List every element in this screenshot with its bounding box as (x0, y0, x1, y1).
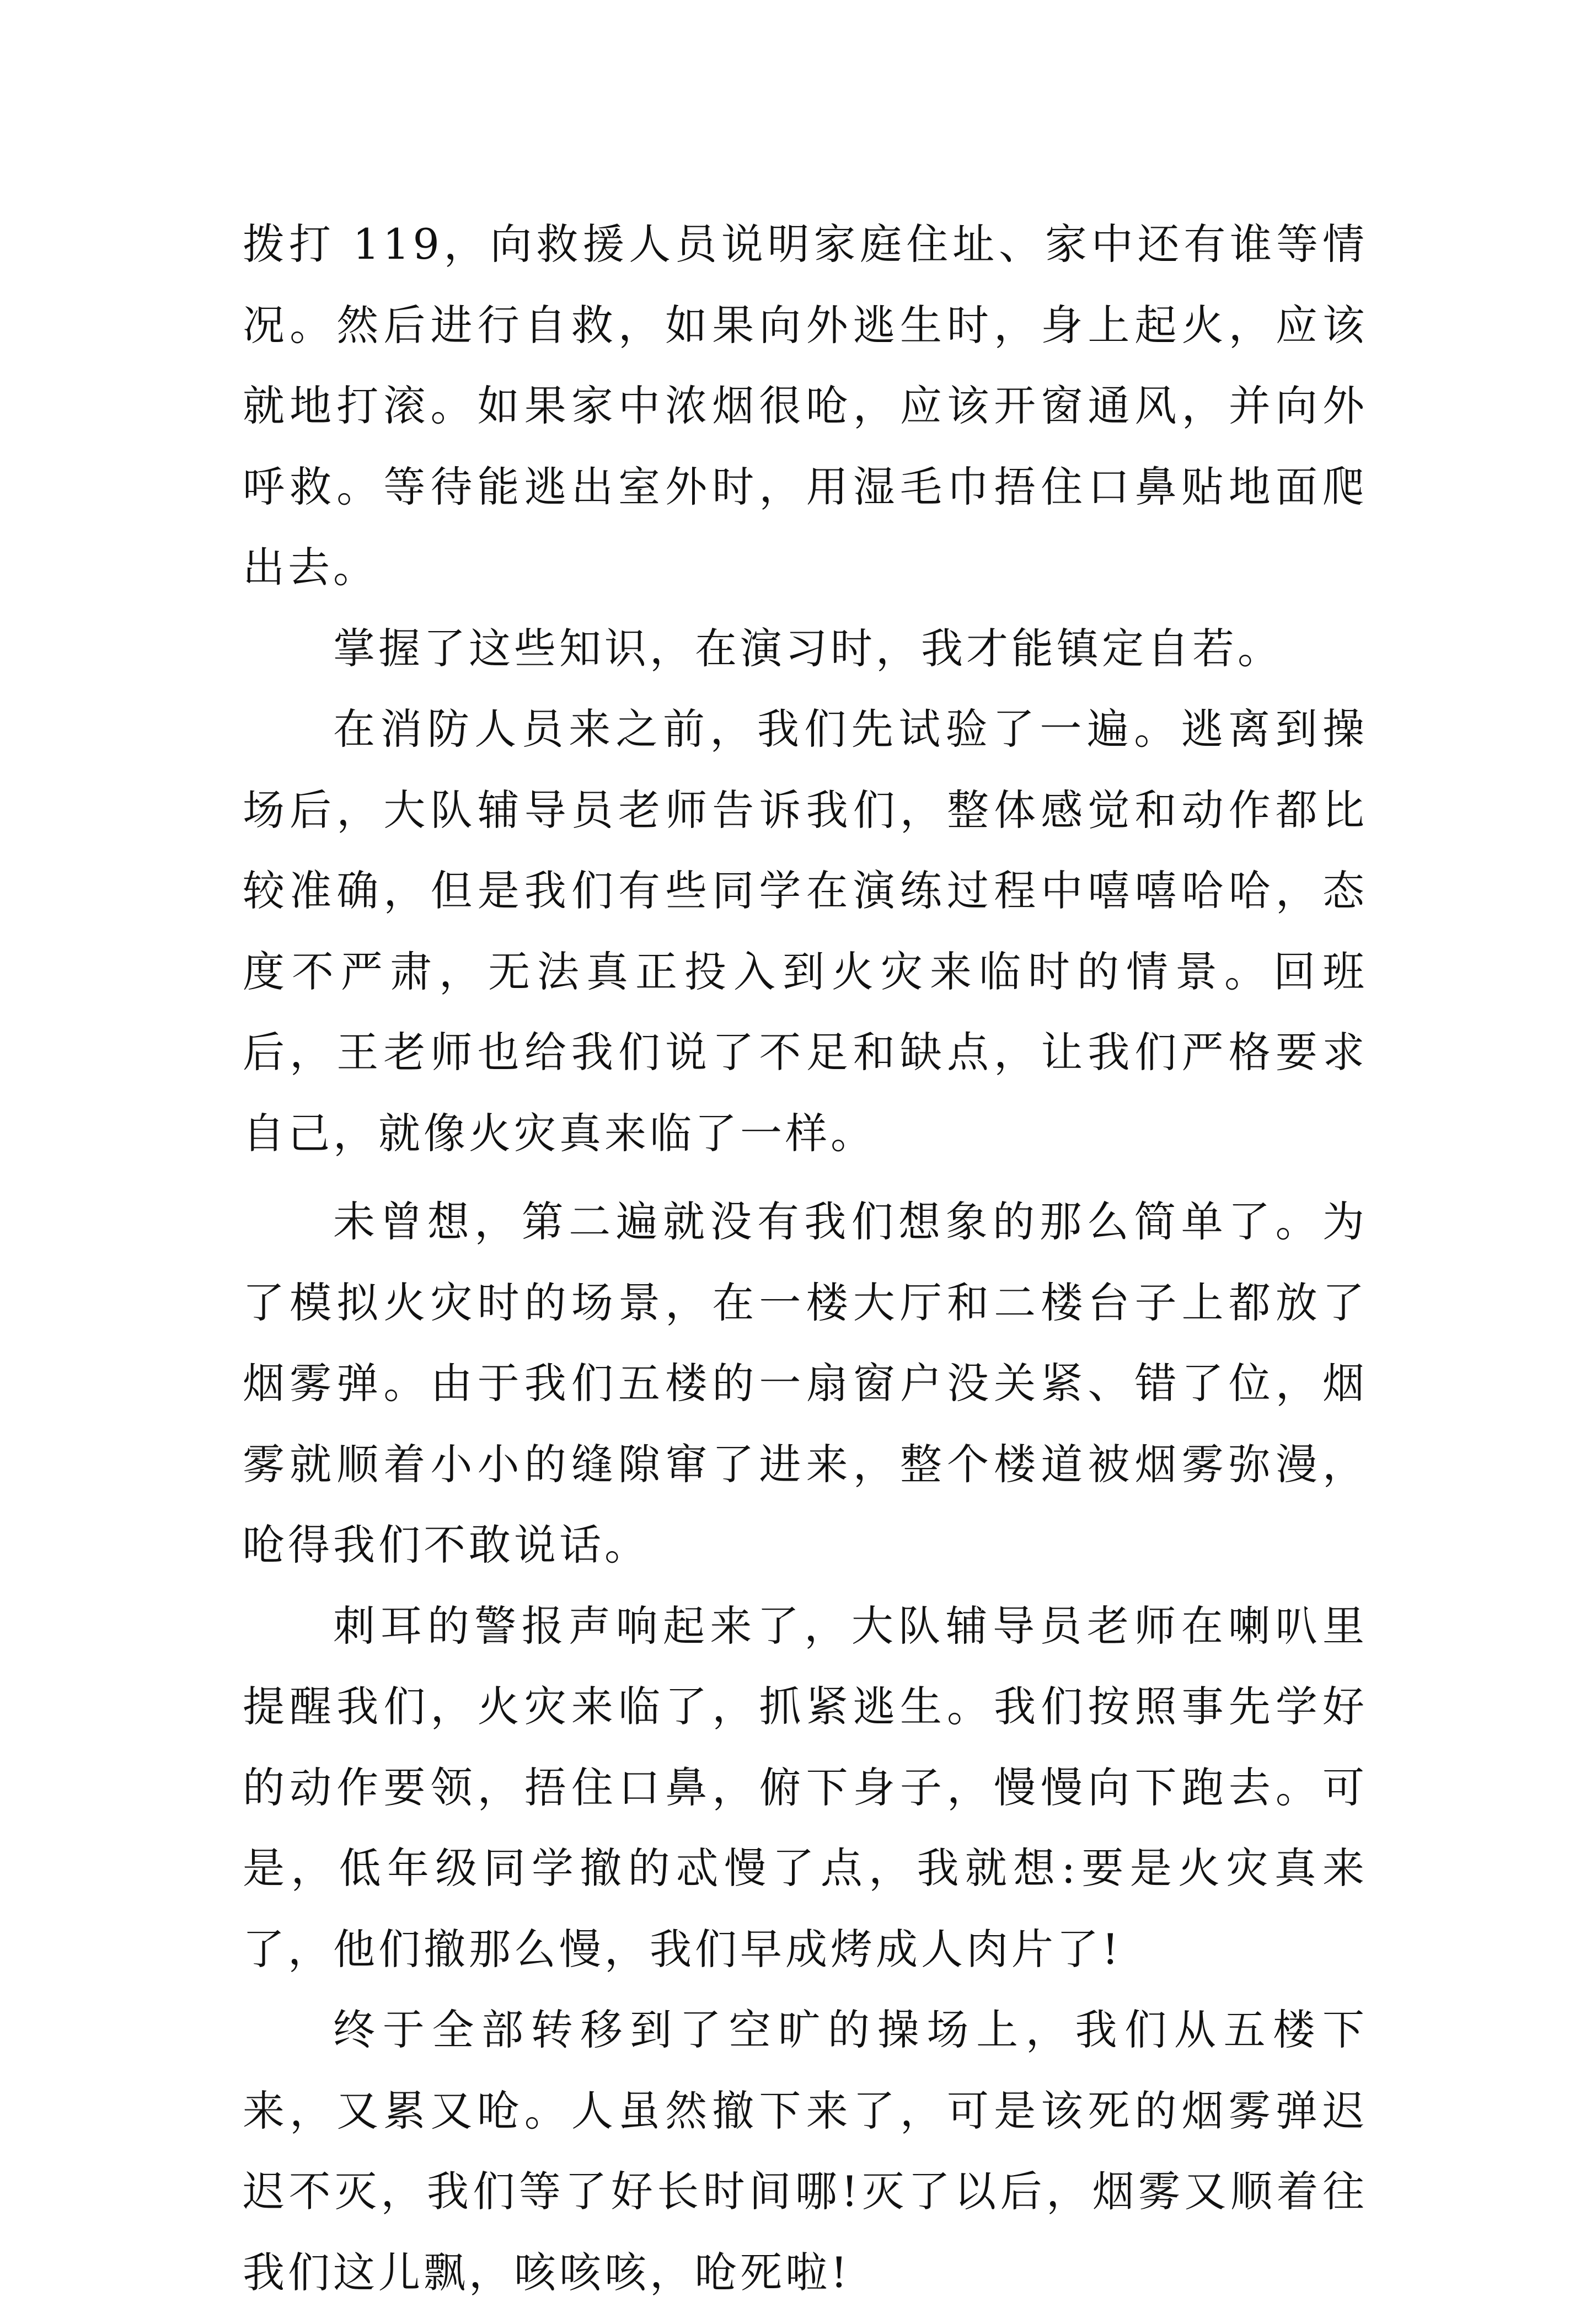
paragraph-6: 终于全部转移到了空旷的操场上，我们从五楼下来，又累又呛。人虽然撤下来了，可是该死的烟雾弹迟迟不灭，我们等了好长时间哪!灭了以后，烟雾又顺着往我们这儿飘，咳咳咳，呛死啦! (243, 2005, 1368, 2297)
paragraph-3: 在消防人员来之前，我们先试验了一遍。逃离到操场后，大队辅导员老师告诉我们，整体感觉和动作都比较准确，但是我们有些同学在演练过程中嘻嘻哈哈，态度不严肃，无法真正投入到火灾来临时的情景。回班后，王老师也给我们说了不足和缺点，让我们严格要求自己，就像火灾真来临了一样。 (243, 704, 1368, 1158)
paragraph-4: 未曾想，第二遍就没有我们想象的那么简单了。为了模拟火灾时的场景，在一楼大厅和二楼台子上都放了烟雾弹。由于我们五楼的一扇窗户没关紧、错了位，烟雾就顺着小小的缝隙窜了进来，整个楼道被烟雾弥漫，呛得我们不敢说话。 (243, 1197, 1368, 1569)
paragraph-2: 掌握了这些知识，在演习时，我才能镇定自若。 (333, 623, 1283, 673)
document-body (243, 204, 1368, 2313)
paragraph-1: 拨打 119，向救援人员说明家庭住址、家中还有谁等情况。然后进行自救，如果向外逃生时，身上起火，应该就地打滚。如果家中浓烟很呛，应该开窗通风，并向外呼救。等待能逃出室外时，用湿毛巾捂住口鼻贴地面爬出去。 (243, 220, 1368, 592)
paragraph-5: 刺耳的警报声响起来了，大队辅导员老师在喇叭里提醒我们，火灾来临了，抓紧逃生。我们按照事先学好的动作要领，捂住口鼻，俯下身子，慢慢向下跑去。可是，低年级同学撤的忒慢了点，我就想:要是火灾真来了，他们撤那么慢，我们早成烤成人肉片了! (243, 1601, 1368, 1974)
